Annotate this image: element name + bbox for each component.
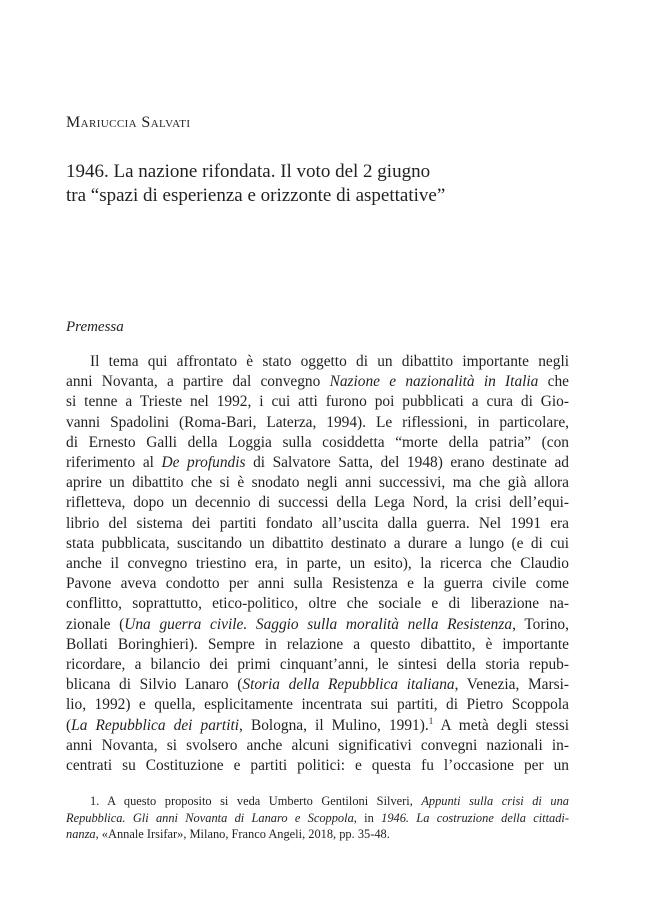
body-line: librio del sistema dei partiti fondato all’uscita dalla guerra. Nel 1991 era	[66, 514, 569, 532]
footnotes	[66, 793, 569, 843]
body-line: aprire un dibattito che si è snodato negli anni successivi, ma che già allora	[66, 474, 569, 492]
body-line: riferimento al De profundis di Salvatore Satta, del 1948) erano destinate ad	[66, 454, 569, 472]
body-line: rifletteva, dopo un decennio di successi della Lega Nord, la crisi dell’equi-	[66, 494, 569, 512]
body-line: centrati su Costituzione e partiti politici: e questa fu l’occasione per un	[66, 757, 569, 775]
body-line: ricordare, a bilancio dei primi cinquant’anni, le sintesi della storia repub-	[66, 656, 569, 674]
body-line: zionale (Una guerra civile. Saggio sulla moralità nella Resistenza, Torino,	[66, 615, 569, 633]
body-line: Bollati Boringhieri). Sempre in relazione a questo dibattito, è importante	[66, 635, 569, 653]
body-line: Il tema qui affrontato è stato oggetto di un dibattito importante negli	[90, 353, 569, 370]
body-line: conflitto, soprattutto, etico-politico, oltre che sociale e di liberazione na-	[66, 595, 569, 613]
footnote-line: nanza, «Annale Irsifar», Milano, Franco Angeli, 2018, pp. 35-48.	[66, 827, 390, 842]
body-line: Pavone aveva condotto per anni sulla Resistenza e la guerra civile come	[66, 575, 569, 593]
title-line-2: tra “spazi di esperienza e orizzonte di aspettative”	[66, 185, 446, 206]
body-line: (La Repubblica dei partiti, Bologna, il Mulino, 1991).$^1$ A metà degli stessi	[66, 715, 569, 734]
body-line: stata pubblicata, suscitando un dibattito destinato a durare a lungo (e di cui	[66, 534, 569, 552]
footnote-line: Repubblica. Gli anni Novanta di Lanaro e Scoppola, in 1946. La costruzione della cittadi-	[66, 810, 569, 825]
body-line: vanni Spadolini (Roma-Bari, Laterza, 1994). Le riflessioni, in particolare,	[66, 413, 569, 431]
author-name: Mariuccia Salvati	[66, 114, 191, 131]
article-title	[66, 160, 586, 208]
section-heading: Premessa	[66, 319, 124, 335]
body-paragraph	[66, 352, 569, 776]
body-line: blicana di Silvio Lanaro (Storia della Repubblica italiana, Venezia, Marsi-	[66, 676, 569, 694]
title-line-1: 1946. La nazione rifondata. Il voto del 2 giugno	[66, 161, 431, 182]
body-line: anni Novanta, si svolsero anche alcuni significativi convegni nazionali in-	[66, 736, 569, 754]
body-line: lio, 1992) e quella, esplicitamente incentrata sui partiti, di Pietro Scoppola	[66, 696, 569, 714]
body-line: anche il convegno triestino era, in parte, un esito), la ricerca che Claudio	[66, 555, 569, 573]
footnote-ref: 1	[428, 715, 434, 726]
body-line: di Ernesto Galli della Loggia sulla cosiddetta “morte della patria” (con	[66, 433, 569, 451]
body-line: si tenne a Trieste nel 1992, i cui atti furono poi pubblicati a cura di Gio-	[66, 393, 569, 411]
footnote-line: 1. A questo proposito si veda Umberto Gentiloni Silveri, Appunti sulla crisi di una	[90, 794, 569, 808]
body-line: anni Novanta, a partire dal convegno Nazione e nazionalità in Italia che	[66, 373, 569, 391]
